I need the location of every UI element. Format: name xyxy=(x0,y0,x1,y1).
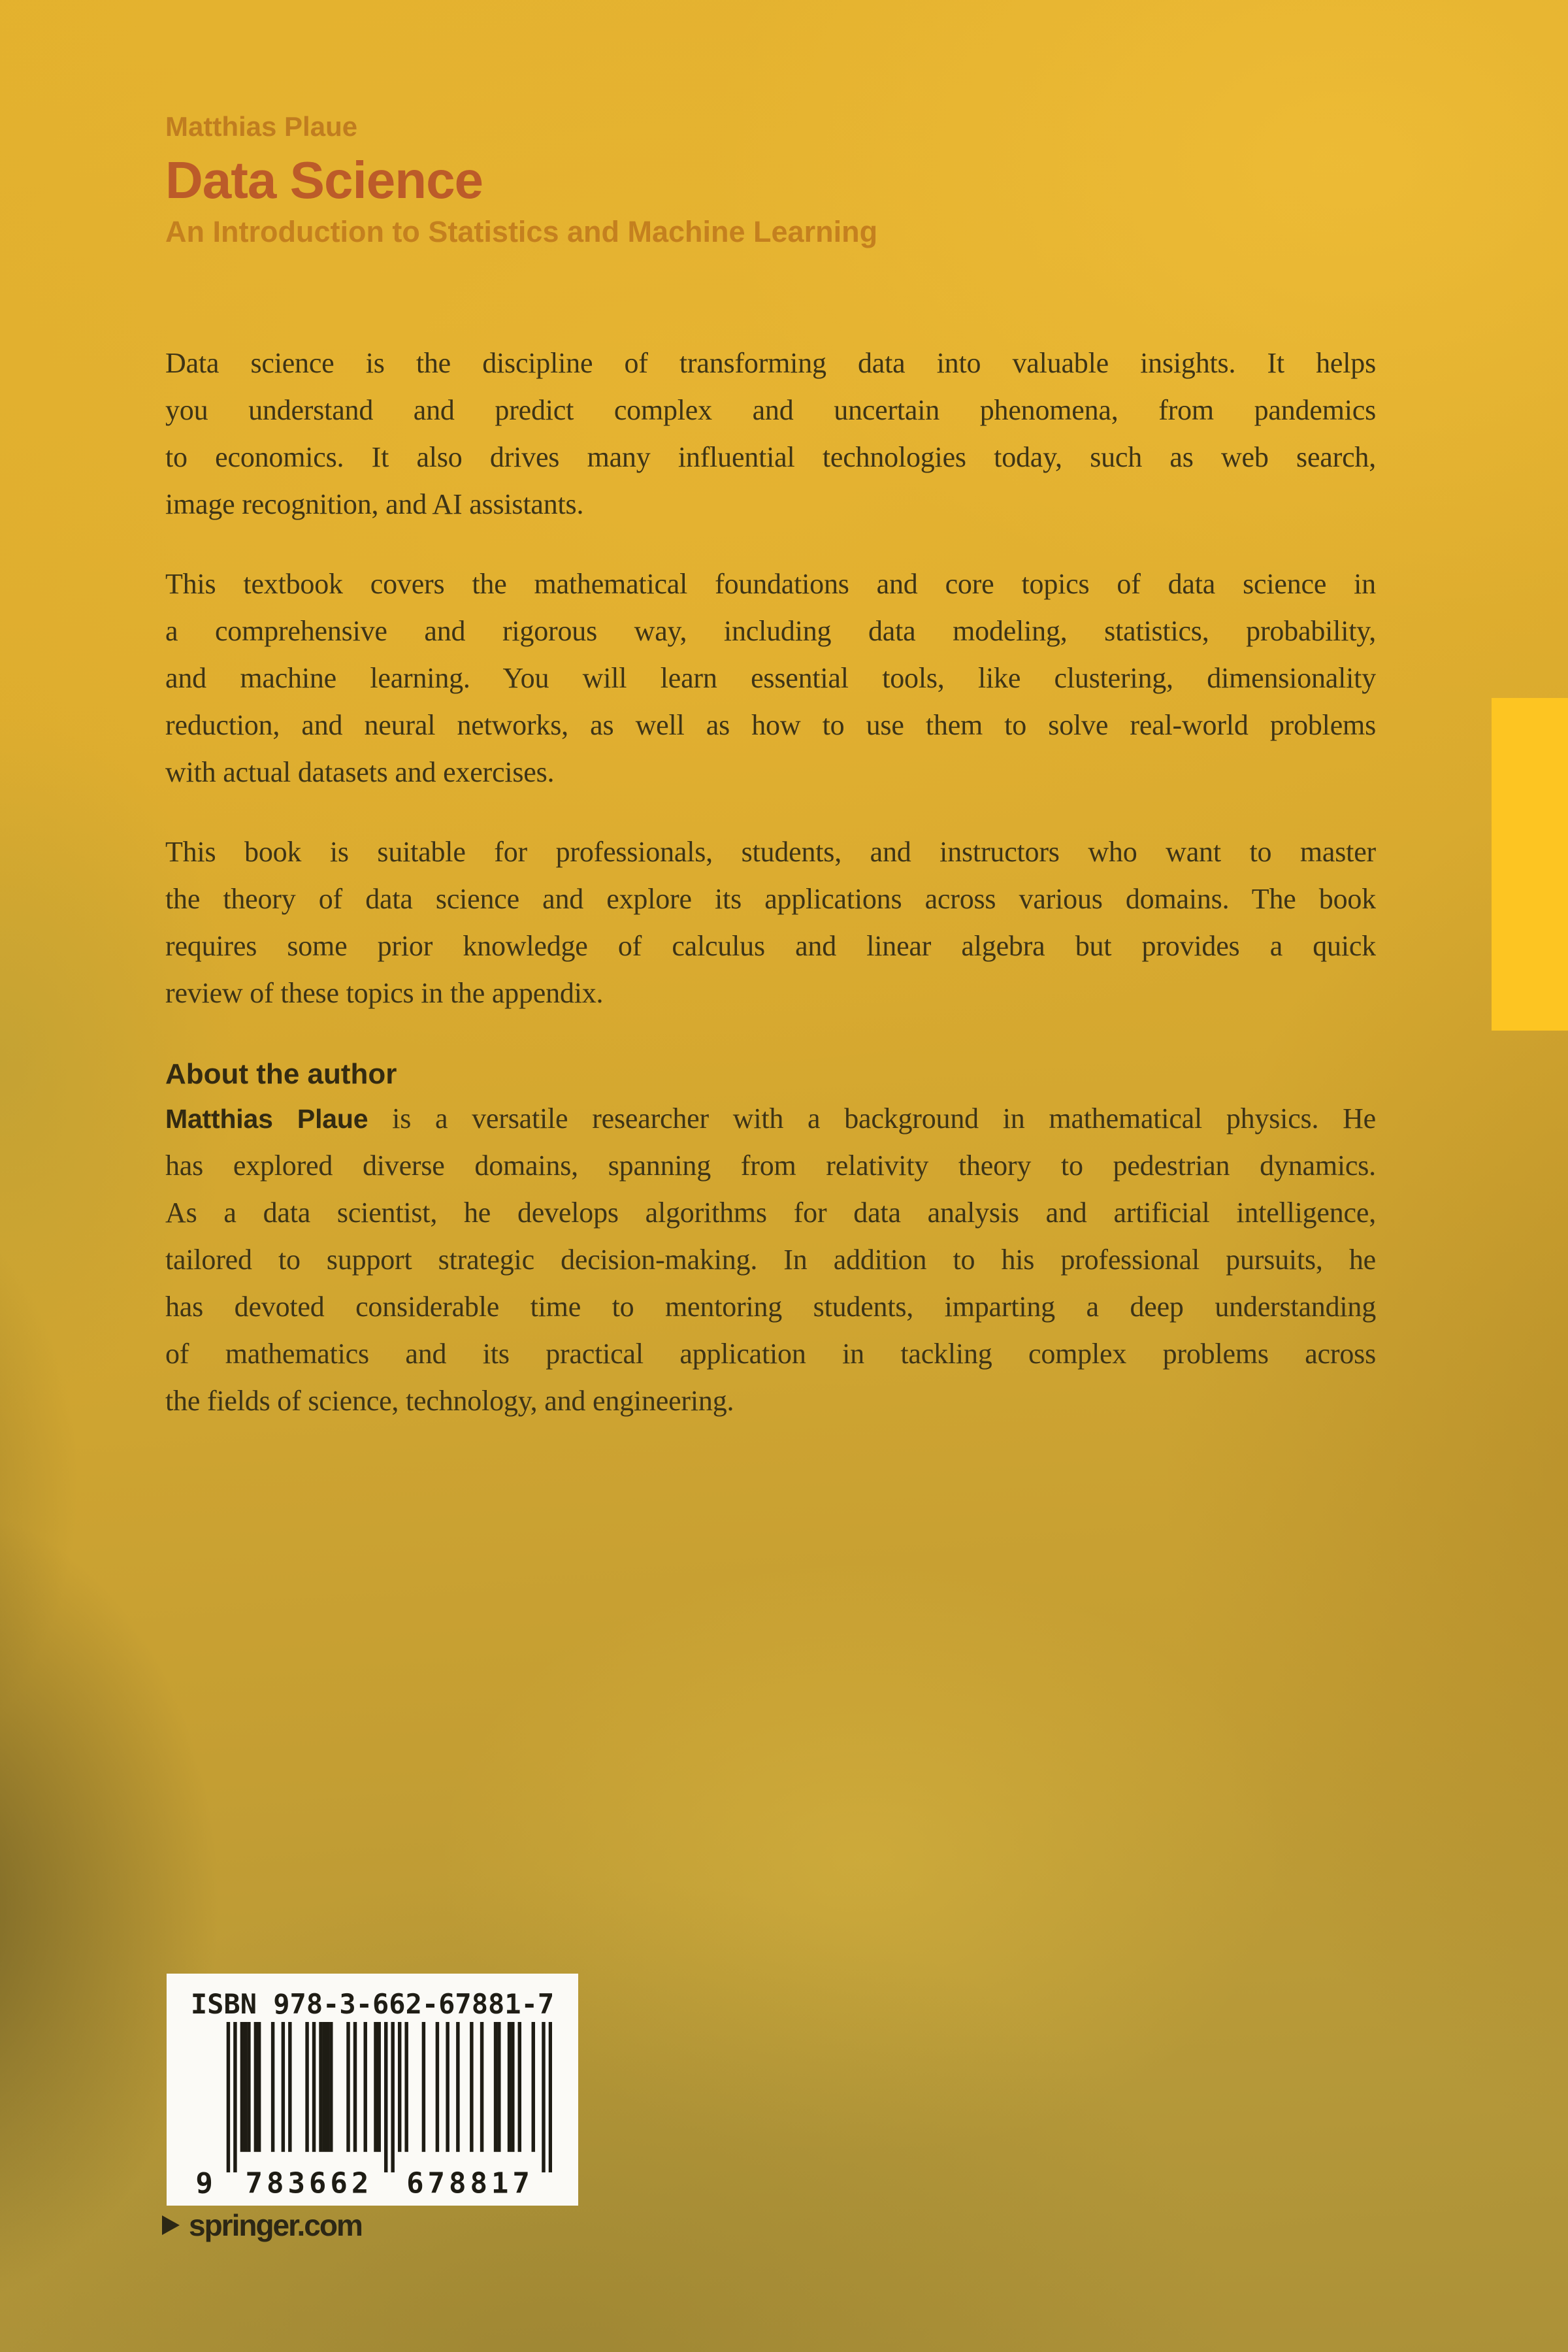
springer-arrow-icon xyxy=(162,2215,180,2235)
text-line: has devoted considerable time to mentoring students, imparting a deep understanding xyxy=(165,1291,1376,1323)
blurb-paragraph-3 xyxy=(165,829,1376,1017)
text-line: Data science is the discipline of transforming data into valuable insights. It helps xyxy=(165,347,1376,379)
about-the-author-paragraph xyxy=(165,1095,1376,1425)
text-line: the fields of science, technology, and engineering. xyxy=(165,1385,734,1417)
blurb-paragraph-1 xyxy=(165,340,1376,528)
svg-text:9: 9 xyxy=(195,2166,213,2200)
text-line: to economics. It also drives many influential technologies today, such as web search, xyxy=(165,441,1376,473)
isbn-number: ISBN 978-3-662-67881-7 xyxy=(190,1988,555,2020)
text-line: reduction, and neural networks, as well as how to use them to solve real-world problems xyxy=(165,709,1376,741)
text-line: a comprehensive and rigorous way, including data modeling, statistics, probability, xyxy=(165,615,1376,647)
text-line: This textbook covers the mathematical foundations and core topics of data science in xyxy=(165,568,1376,600)
text-line: Matthias Plaue is a versatile researcher with a background in mathematical physics. He xyxy=(165,1102,1376,1135)
yellow-edge-tab xyxy=(1492,698,1568,1031)
blurb-paragraph-2 xyxy=(165,561,1376,796)
svg-text:678817: 678817 xyxy=(406,2166,530,2200)
text-line: requires some prior knowledge of calculus and linear algebra but provides a quick xyxy=(165,930,1376,962)
back-cover-copy xyxy=(165,340,1376,1425)
book-title: Data Science xyxy=(165,151,483,209)
book-subtitle: An Introduction to Statistics and Machine Learning xyxy=(165,215,878,248)
text-line: image recognition, and AI assistants. xyxy=(165,488,584,520)
title-block xyxy=(165,110,1380,251)
text-line: tailored to support strategic decision-making. In addition to his professional pursuits, he xyxy=(165,1244,1376,1276)
svg-text:783662: 783662 xyxy=(245,2166,369,2200)
text-line: with actual datasets and exercises. xyxy=(165,756,555,788)
ean13-barcode-icon xyxy=(189,2022,552,2200)
text-line: has explored diverse domains, spanning from relativity theory to pedestrian dynamics. xyxy=(165,1150,1376,1182)
text-line: the theory of data science and explore its applications across various domains. The book xyxy=(165,883,1376,915)
about-the-author-heading: About the author xyxy=(165,1058,397,1090)
text-line: This book is suitable for professionals, students, and instructors who want to master xyxy=(165,836,1376,868)
author-name: Matthias Plaue xyxy=(165,111,358,142)
text-line: As a data scientist, he develops algorithms for data analysis and artificial intelligence, xyxy=(165,1197,1376,1229)
text-line: review of these topics in the appendix. xyxy=(165,977,604,1009)
publisher-website: springer.com xyxy=(189,2208,362,2242)
text-line: and machine learning. You will learn essential tools, like clustering, dimensionality xyxy=(165,662,1376,694)
isbn-barcode-box xyxy=(167,1974,578,2206)
text-line: of mathematics and its practical application in tackling complex problems across xyxy=(165,1338,1376,1370)
text-line: you understand and predict complex and uncertain phenomena, from pandemics xyxy=(165,394,1376,426)
publisher-footer xyxy=(162,2209,362,2242)
